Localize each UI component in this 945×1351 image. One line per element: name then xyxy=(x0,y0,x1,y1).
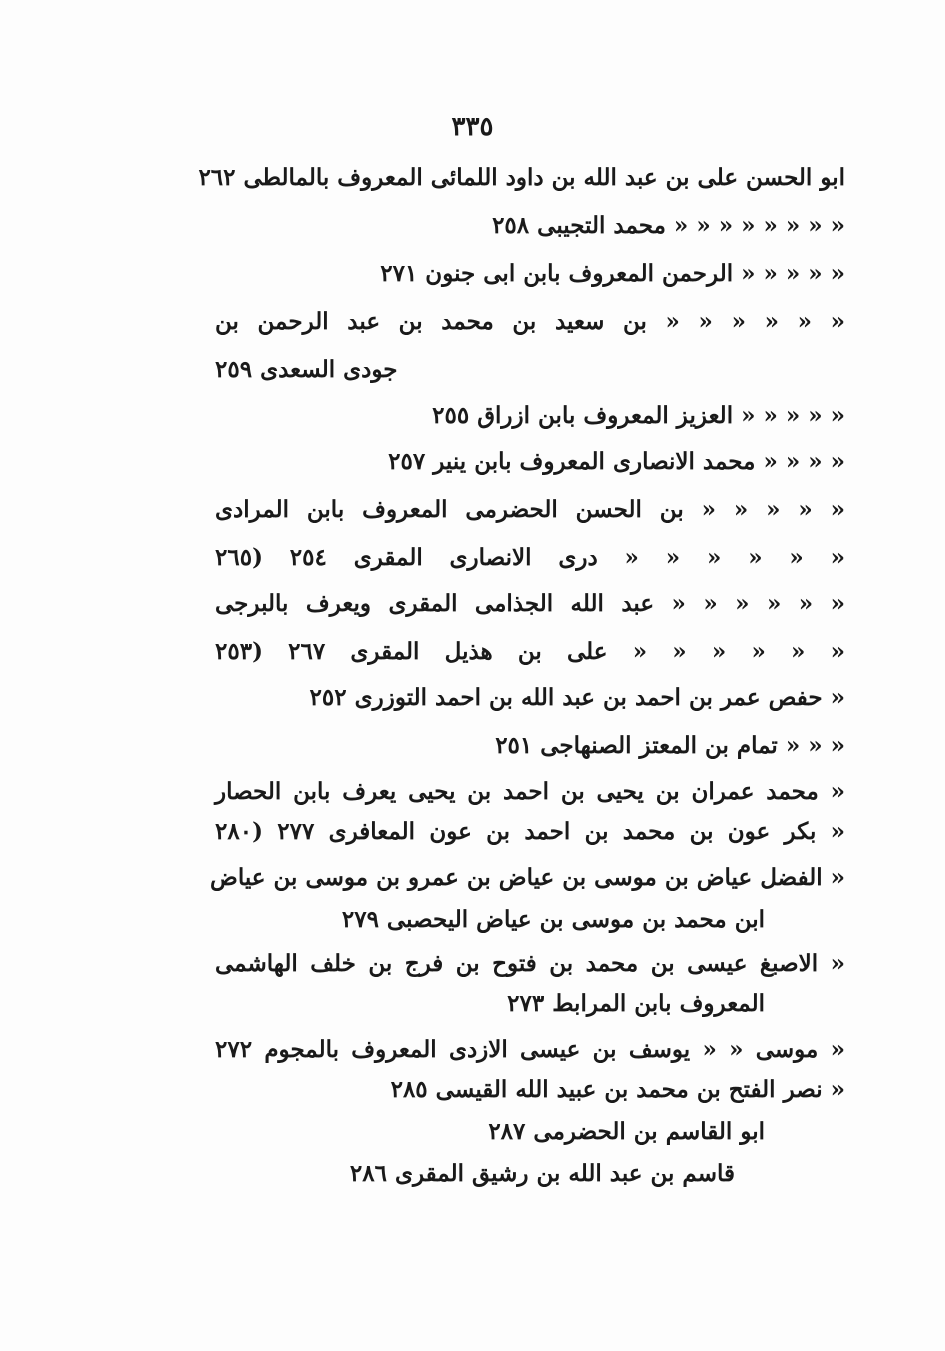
text-line-2: « « « « « « « « محمد التجيبى ٢٥٨ xyxy=(492,212,845,239)
text-line-1: ابو الحسن على بن عبد الله بن داود اللمائى المعروف بالمالطى ٢٦٢ xyxy=(198,164,845,191)
text-line-9: « « « « « « درى الانصارى المقرى ٢٥٤ (٢٦٥ xyxy=(215,544,846,571)
text-line-15: « بكر عون بن محمد بن احمد بن عون المعافرى ٢٧٧ (٢٨٠ xyxy=(215,818,846,845)
page-number: ٣٣٥ xyxy=(451,112,494,142)
text-line-10: « « « « « « عبد الله الجذامى المقرى ويعرف بالبرجى xyxy=(215,590,845,617)
text-line-17: ابن محمد بن موسى بن عياض اليحصبى ٢٧٩ xyxy=(341,906,765,933)
text-line-14: « محمد عمران بن يحيى بن احمد بن يحيى يعرف بابن الحصار xyxy=(215,778,845,805)
text-line-21: « نصر الفتح بن محمد بن عبيد الله القيسى ٢٨٥ xyxy=(390,1076,845,1103)
text-line-12: « حفص عمر بن احمد بن عبد الله بن احمد التوزرى ٢٥٢ xyxy=(309,684,845,711)
text-line-8: « « « « « بن الحسن الحضرمى المعروف بابن المرادى xyxy=(215,496,845,523)
text-line-19: المعروف بابن المرابط ٢٧٣ xyxy=(507,990,765,1017)
text-line-22: ابو القاسم بن الحضرمى ٢٨٧ xyxy=(488,1118,765,1145)
text-line-6: « « « « « العزيز المعروف بابن ازراق ٢٥٥ xyxy=(432,402,845,429)
text-line-23: قاسم بن عبد الله بن رشيق المقرى ٢٨٦ xyxy=(349,1160,735,1187)
text-line-16: « الفضل عياض بن موسى بن عياض بن عمرو بن موسى بن عياض xyxy=(210,864,845,891)
text-line-4: « « « « « « بن سعيد بن محمد بن عبد الرحمن بن xyxy=(215,308,845,335)
text-line-20: « موسى « « يوسف بن عيسى الازدى المعروف بالمجوم ٢٧٢ xyxy=(215,1036,845,1063)
text-line-5: جودى السعدى ٢٥٩ xyxy=(215,356,398,383)
text-line-3: « « « « « الرحمن المعروف بابن ابى جنون ٢٧١ xyxy=(380,260,845,287)
text-line-11: « « « « « « على بن هذيل المقرى ٢٦٧ (٢٥٣ xyxy=(215,638,845,665)
text-line-18: « الاصبغ عيسى بن محمد بن فتوح بن فرج بن خلف الهاشمى xyxy=(215,950,845,977)
text-line-13: « « « تمام بن المعتز الصنهاجى ٢٥١ xyxy=(495,732,845,759)
text-line-7: « « « « محمد الانصارى المعروف بابن ينير ٢٥٧ xyxy=(388,448,845,475)
